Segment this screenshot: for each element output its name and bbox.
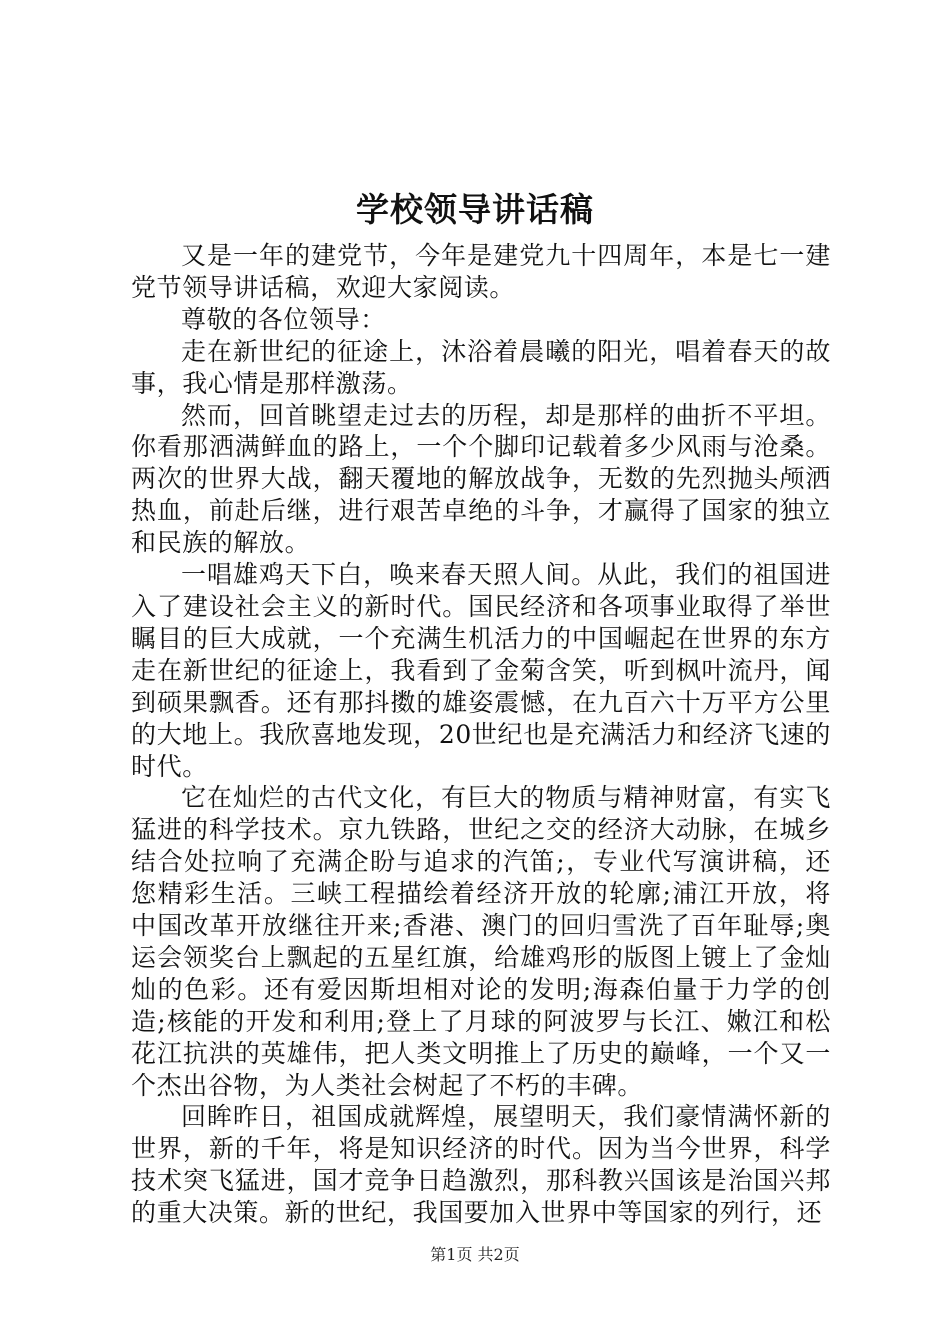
paragraph-history: 然而，回首眺望走过去的历程，却是那样的曲折不平坦。你看那洒满鲜血的路上，一个个脚印记载着多少风雨与沧桑。两次的世界大战，翻天覆地的解放战争，无数的先烈抛头颅洒热血，前赴后继，进行艰苦卓绝的斗争，才赢得了国家的独立和民族的解放。 <box>131 400 831 558</box>
paragraph-intro: 又是一年的建党节，今年是建党九十四周年，本是七一建党节领导讲话稿，欢迎大家阅读。 <box>131 241 831 302</box>
paragraph-new-era: 一唱雄鸡天下白，唤来春天照人间。从此，我们的祖国进入了建设社会主义的新时代。国民经济和各项事业取得了举世瞩目的巨大成就，一个充满生机活力的中国崛起在世界的东方走在新世纪的征途上，我看到了金菊含笑，听到枫叶流丹，闻到硕果飘香。还有那抖擞的雄姿震憾，在九百六十万平方公里的大地上。我欣喜地发现，20世纪也是充满活力和经济飞速的时代。 <box>131 560 831 781</box>
document-title: 学校领导讲话稿 <box>356 190 594 229</box>
paragraph-new-century: 走在新世纪的征途上，沐浴着晨曦的阳光，唱着春天的故事，我心情是那样激荡。 <box>131 336 831 398</box>
paragraph-future: 回眸昨日，祖国成就辉煌，展望明天，我们豪情满怀新的世界，新的千年，将是知识经济的时代。因为当今世界，科学技术突飞猛进，国才竞争日趋激烈，那科教兴国该是治国兴邦的重大决策。新的世纪，我国要加入世界中等国家的列行，还 <box>131 1102 831 1228</box>
document-body <box>131 240 831 1229</box>
page-number-footer: 第1页 共2页 <box>430 1245 520 1264</box>
paragraph-achievements: 它在灿烂的古代文化，有巨大的物质与精神财富，有实飞猛进的科学技术。京九铁路，世纪之交的经济大动脉，在城乡结合处拉响了充满企盼与追求的汽笛;，专业代写演讲稿，还您精彩生活。三峡工程描绘着经济开放的轮廓;浦江开放，将中国改革开放继往开来;香港、澳门的回归雪洗了百年耻辱;奥运会领奖台上飘起的五星红旗，给雄鸡形的版图上镀上了金灿灿的色彩。还有爱因斯坦相对论的发明;海森伯量于力学的创造;核能的开发和利用;登上了月球的阿波罗与长江、嫩江和松花江抗洪的英雄伟，把人类文明推上了历史的巅峰，一个又一个杰出谷物，为人类社会树起了不朽的丰碑。 <box>131 783 831 1100</box>
paragraph-salutation: 尊敬的各位领导： <box>181 304 386 334</box>
